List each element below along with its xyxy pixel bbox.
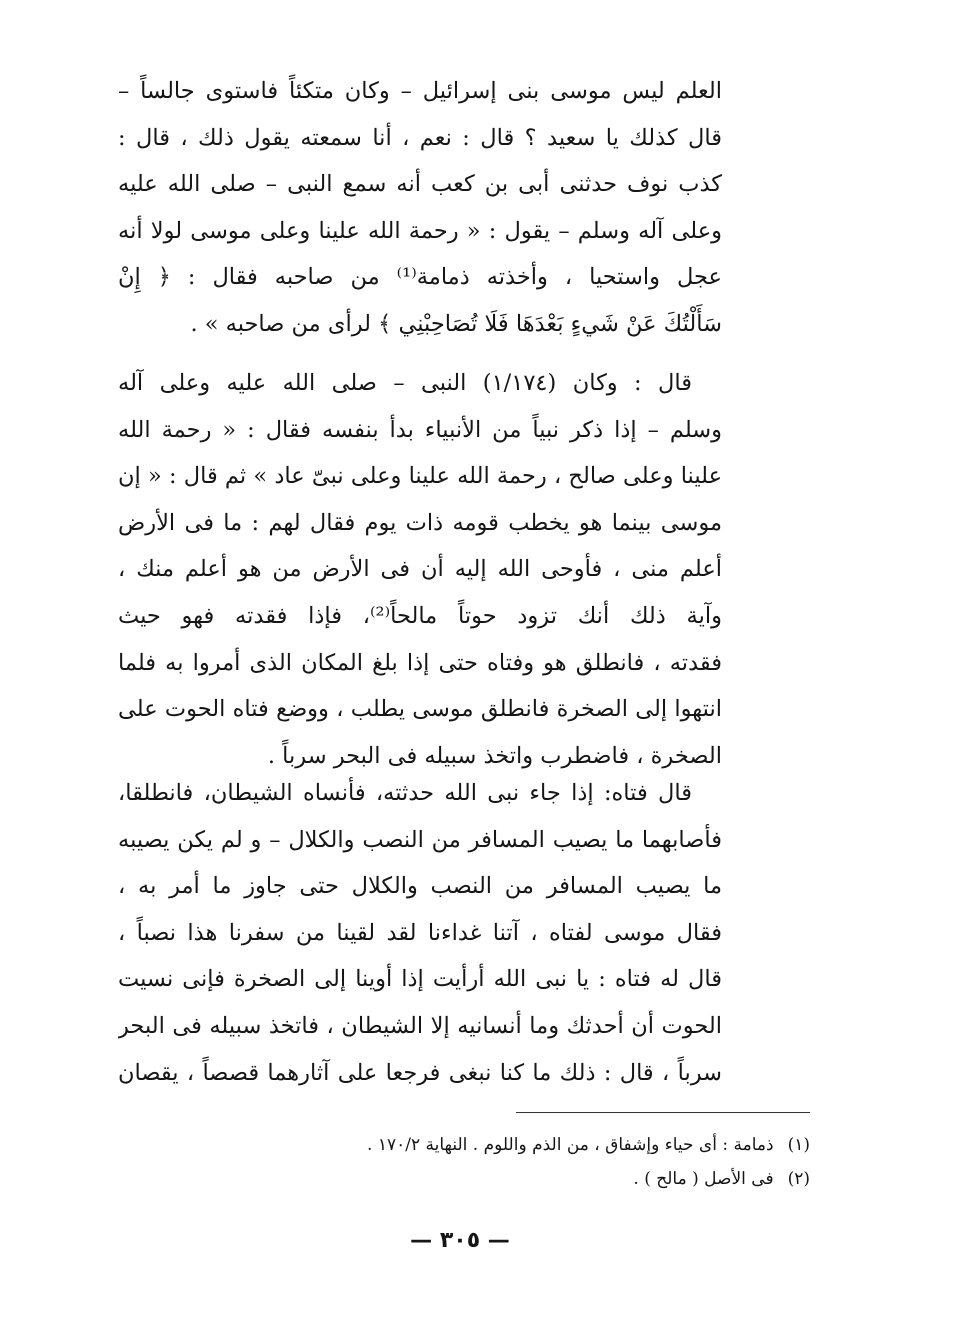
page-number: — ٣٠٥ — — [410, 1228, 510, 1253]
text-line: قال كذلك يا سعيد ؟ قال : نعم ، أنا سمعته يقول ذلك ، قال : — [118, 124, 722, 151]
text-line: الصخرة ، فاضطرب واتخذ سبيله فى البحر سرباً . — [267, 742, 722, 769]
text-line: ما يصيب المسافر من النصب والكلال حتى جاوز ما أمر به ، — [118, 873, 722, 900]
footnote-text: ذمامة : أى حياء وإشفاق ، من الذم واللوم . النهاية ١٧٠/٢ . — [367, 1135, 774, 1155]
paragraph-2 — [118, 360, 722, 779]
footnote-text: فى الأصل ( مالح ) . — [633, 1169, 774, 1189]
footnotes — [240, 1128, 810, 1196]
text-line: وعلى آله وسلم – يقول : « رحمة الله علينا وعلى موسى لولا أنه — [118, 217, 722, 244]
paragraph-3 — [118, 770, 722, 1096]
footnote-number: (٢) — [787, 1169, 810, 1189]
text-line: موسى بينما هو يخطب قومه ذات يوم فقال لهم : ما فى الأرض — [118, 509, 722, 536]
text-line: قال : وكان (١/١٧٤) النبى – صلى الله عليه وعلى آله — [118, 370, 692, 396]
text-line: علينا وعلى صالح ، رحمة الله علينا وعلى نبىّ عاد » ثم قال : « إن — [118, 463, 722, 490]
text-line: قال له فتاه : يا نبى الله أرأيت إذا أوينا إلى الصخرة فإنى نسيت — [118, 966, 722, 993]
text-line: فقدته ، فانطلق هو وفتاه حتى إذا بلغ المكان الذى أمروا به فلما — [118, 649, 722, 676]
text-line: سرباً ، قال : ذلك ما كنا نبغى فرجعا على آثارهما قصصاً ، يقصان — [118, 1059, 722, 1086]
footnote-number: (١) — [787, 1135, 810, 1155]
footnote-2 — [240, 1162, 810, 1196]
text-line: فقال موسى لفتاه ، آتنا غداءنا لقد لقينا من سفرنا هذا نصباً ، — [118, 919, 722, 946]
text-line: قال فتاه: إذا جاء نبى الله حدثته، فأنساه الشيطان، فانطلقا، — [118, 780, 692, 806]
text-line: وسلم – إذا ذكر نبياً من الأنبياء بدأ بنفسه فقال : « رحمة الله — [118, 416, 722, 443]
text-line: سَأَلْتُكَ عَنْ شَيءٍ بَعْدَهَا فَلَا تُصَاحِبْنِي ﴾ لرأى من صاحبه » . — [190, 310, 722, 337]
text-line: العلم ليس موسى بنى إسرائيل – وكان متكئاً فاستوى جالساً – — [118, 78, 722, 104]
text-line: انتهوا إلى الصخرة فانطلق موسى يطلب ، ووضع فتاه الحوت على — [118, 696, 722, 723]
text-line: أعلم منى ، فأوحى الله إليه أن فى الأرض من هو أعلم منك ، — [118, 556, 722, 583]
text-line: كذب نوف حدثنى أبى بن كعب أنه سمع النبى – صلى الله عليه — [118, 171, 722, 198]
text-line: عجل واستحيا ، وأخذته ذمامة⁽¹⁾ من صاحبه فقال : ﴿ إِنْ — [118, 264, 722, 291]
text-line: فأصابهما ما يصيب المسافر من النصب والكلال – و لم يكن يصيبه — [118, 826, 722, 853]
paragraph-1 — [118, 68, 722, 348]
footnote-divider — [516, 1112, 810, 1113]
text-line: الحوت أن أحدثك وما أنسانيه إلا الشيطان ، فاتخذ سبيله فى البحر — [118, 1012, 722, 1039]
text-line: وآية ذلك أنك تزود حوتاً مالحاً⁽²⁾، فإذا فقدته فهو حيث — [118, 602, 722, 629]
footnote-1 — [240, 1128, 810, 1162]
